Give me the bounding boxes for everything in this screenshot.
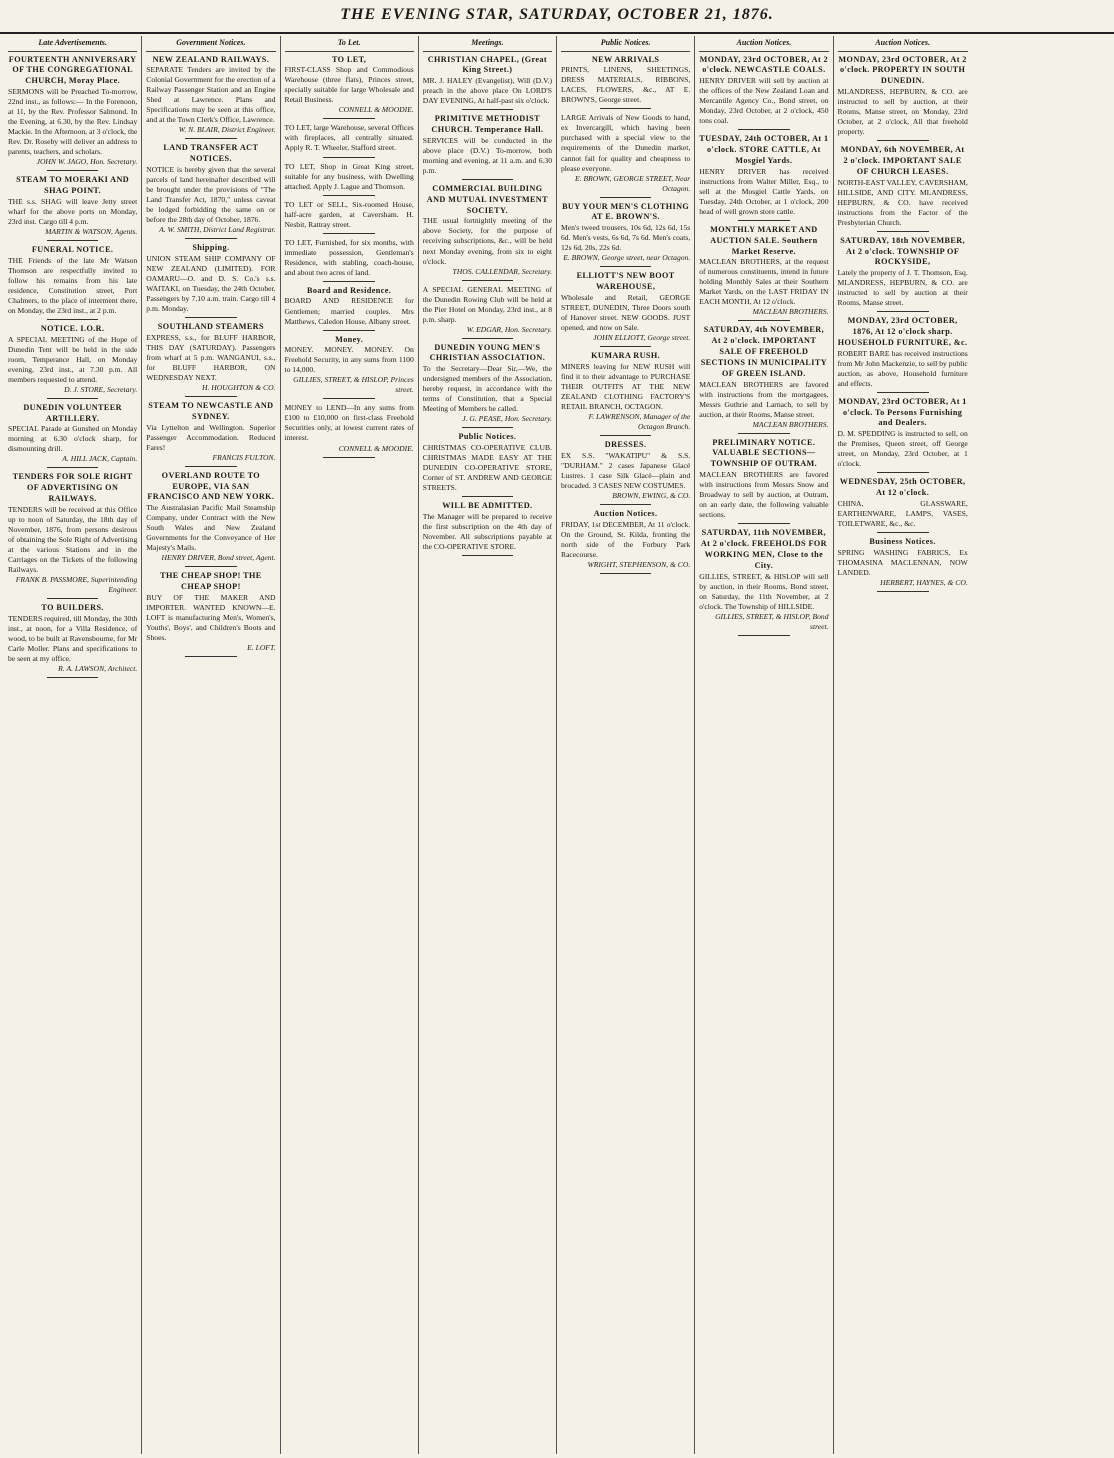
- advertisement: [146, 322, 275, 397]
- advertisement: [423, 432, 552, 497]
- divider: [600, 504, 652, 505]
- ad-heading: NEW ARRIVALS: [591, 54, 660, 64]
- divider: [323, 195, 375, 196]
- newspaper-column: [834, 36, 972, 1454]
- ad-body: MR. J. HALEY (Evangelist), Will (D.V.) preach in the above place On LORD'S DAY EVENING, At half-past six o'clock.: [422, 76, 552, 106]
- advertisement: [8, 472, 137, 599]
- ad-signature: A. W. SMITH, District Land Registrar.: [159, 225, 276, 235]
- ad-body: TO LET or SELL, Six-roomed House, half-acre garden, at Caversham. H. Nesbit, Rattray street.: [284, 199, 414, 229]
- divider: [323, 233, 375, 234]
- advertisement: [561, 440, 690, 505]
- ad-body: LARGE Arrivals of New Goods to hand, ex Invercargill, which having been purchased with a special view to the requirements of the Dunedin market, cannot fail for quality and cheapness to please everyone.: [561, 113, 691, 173]
- divider: [600, 108, 652, 109]
- divider: [600, 573, 652, 574]
- divider: [877, 472, 929, 473]
- divider: [47, 467, 99, 468]
- divider: [600, 266, 652, 267]
- divider: [877, 392, 929, 393]
- ad-body: FIRST-CLASS Shop and Commodious Warehouse (three flats), Princes street, specially suitable for large Wholesale and Retail Business.: [284, 65, 414, 105]
- ad-body: EX S.S. "WAKATIPU" & S.S. "DURHAM." 2 cases Japanese Glacé Lustres. 1 case Silk Glacé—plain and brocaded. 3 CASES NEW COSTUMES.: [561, 450, 691, 490]
- divider: [738, 129, 790, 130]
- advertisement: [561, 113, 690, 197]
- divider: [462, 179, 514, 180]
- advertisement: [423, 184, 552, 281]
- divider: [462, 338, 514, 339]
- advertisement: [285, 162, 414, 196]
- ad-body: THE usual fortnightly meeting of the above Society, for the purpose of receiving subscriptions, &c., will be held next Monday evening, from six to eight o'clock.: [422, 216, 552, 266]
- divider: [462, 280, 514, 281]
- ad-body: Lately the property of J. T. Thomson, Esq. MLANDRESS, HEPBURN, & CO. are instructed to sell by auction at their Rooms, Manse street.: [837, 268, 968, 308]
- ad-body: THE s.s. SHAG will leave Jetty street wharf for the above ports on Monday, 23rd inst. Cargo till 4 p.m.: [8, 196, 138, 226]
- column-heading: Meetings.: [423, 36, 552, 52]
- advertisement: [838, 55, 968, 142]
- ad-heading: DUNEDIN YOUNG MEN'S CHRISTIAN ASSOCIATION.: [429, 342, 546, 363]
- ad-body: HENRY DRIVER will sell by auction at the offices of the New Zealand Loan and Mercantile Agency Co., Bond street, on Monday, 23rd October, at 2 o'clock, 450 tons coal.: [699, 76, 829, 126]
- ad-signature: F. LAWRENSON, Manager of the Octagon Branch.: [588, 411, 691, 431]
- advertisement: [146, 471, 275, 568]
- divider: [185, 466, 237, 467]
- ad-body: A SPECIAL GENERAL MEETING of the Dunedin Rowing Club will be held at the Pier Hotel on Monday, 23rd inst., at 8 p.m. sharp.: [422, 284, 552, 324]
- divider: [185, 656, 237, 657]
- ad-heading: Shipping.: [192, 243, 230, 253]
- ad-signature: FRANCIS FULTON.: [212, 452, 276, 462]
- ad-body: MONEY. MONEY. MONEY. On Freehold Security, in any sums from 1100 to 14,000.: [284, 345, 414, 375]
- ad-signature: H. HOUGHTON & CO.: [202, 383, 276, 393]
- advertisement: [285, 403, 414, 457]
- newspaper-column: [281, 36, 419, 1454]
- divider: [600, 197, 652, 198]
- advertisement: [285, 55, 414, 120]
- ad-heading: MONDAY, 23rd OCTOBER, At 2 o'clock. PROPERTY IN SOUTH DUNEDIN.: [838, 54, 967, 86]
- ad-body: Via Lyttelton and Wellington. Superior Passenger Accommodation. Reduced Fares!: [146, 422, 276, 452]
- ad-body: SEPARATE Tenders are invited by the Colonial Government for the erection of a Railway Passenger Station and an Engine Shed at Lawrence. Plans and Specifications may be seen at this office, and at the Town Clerk's Office, Lawrence.: [146, 65, 276, 125]
- ad-heading: FUNERAL NOTICE.: [31, 244, 114, 254]
- ad-heading: BUY YOUR MEN'S CLOTHING AT E. BROWN'S.: [562, 201, 690, 222]
- ad-body: TENDERS required, till Monday, the 30th inst., at noon, for a Villa Residence, of wood, to be built at Ravensbourne, for Mr Carle Moller. Plans and specifications to be seen at my office.: [8, 613, 138, 663]
- divider: [47, 598, 99, 599]
- divider: [185, 396, 237, 397]
- divider: [185, 566, 237, 567]
- ad-body: PRINTS, LINENS, SHEETINGS, DRESS MATERIALS, RIBBONS, LACES, FLOWERS, &c., AT E. BROWN'S, George street.: [561, 65, 691, 105]
- ad-signature: HERBERT, HAYNES, & CO.: [880, 577, 968, 587]
- advertisement: [285, 238, 414, 282]
- column-heading: Auction Notices.: [699, 36, 828, 52]
- advertisement: [561, 271, 690, 347]
- ad-body: ROBERT BARE has received instructions from Mr John Mackenzie, to sell by public auction, as above, Household furniture and effects.: [837, 348, 968, 388]
- ad-heading: TO BUILDERS.: [41, 603, 104, 613]
- ad-signature: CONNELL & MOODIE.: [338, 443, 414, 453]
- ad-body: MINERS leaving for NEW RUSH will find it to their advantage to PURCHASE THEIR OUTFITS AT THE NEW ZEALAND CLOTHING FACTORY'S RETAIL BRANCH, OCTAGON.: [561, 361, 691, 411]
- column-heading: Public Notices.: [561, 36, 690, 52]
- columns: [4, 36, 1110, 1454]
- ad-body: UNION STEAM SHIP COMPANY OF NEW ZEALAND (LIMITED). FOR OAMARU—O. and D. S. Co.'s s.s. WAITAKI, on Tuesday, the 24th October. Passengers by 7.10 a.m. train. Cargo till 4 p.m. Monday.: [146, 254, 276, 314]
- ad-body: BUY OF THE MAKER AND IMPORTER. WANTED KNOWN—E. LOFT is manufacturing Men's, Women's, Youths', Boys', and Children's Boots and Shoes.: [146, 593, 276, 643]
- advertisement: [699, 134, 828, 221]
- advertisement: [285, 200, 414, 234]
- newspaper-column: [142, 36, 280, 1454]
- advertisement: [561, 202, 690, 268]
- newspaper-column: [557, 36, 695, 1454]
- column-heading: Late Advertisements.: [8, 36, 137, 52]
- ad-body: SERMONS will be Preached To-morrow, 22nd inst., as follows:— In the Forenoon, at 11, by the Rev. Professor Salmond. In the Evening, at 6.30, by the Rev. Lindsay Mackie. In the Afternoon, at 3 o'clock, the Rev. Dr. Roseby will deliver an address to parents, teachers, and scholars.: [8, 87, 138, 157]
- advertisement: [699, 55, 828, 131]
- ad-signature: R. A. LAWSON, Architect.: [58, 663, 138, 673]
- ad-body: SPRING WASHING FABRICS, Ex THOMASINA MACLENNAN, NOW LANDED.: [837, 547, 968, 577]
- advertisement: [146, 571, 275, 657]
- advertisement: [838, 145, 968, 232]
- ad-body: TO LET, Shop in Great King street, suitable for any business, with Dwelling attached. Apply J. Lague and Thomson.: [284, 161, 414, 191]
- advertisement: [285, 123, 414, 157]
- advertisement: [8, 175, 137, 241]
- ad-heading: DUNEDIN VOLUNTEER ARTILLERY.: [23, 402, 122, 423]
- ad-body: TO LET, large Warehouse, several Offices with fireplaces, all centrally situated. Apply R. T. Wheeler, Stafford street.: [284, 123, 414, 153]
- advertisement: [423, 55, 552, 111]
- advertisement: [699, 528, 828, 635]
- divider: [877, 231, 929, 232]
- ad-heading: TUESDAY, 24th OCTOBER, At 1 o'clock. STORE CATTLE, At Mosgiel Yards.: [699, 134, 829, 165]
- divider: [600, 435, 652, 436]
- ad-heading: Board and Residence.: [307, 285, 392, 295]
- ad-heading: SOUTHLAND STEAMERS: [157, 322, 264, 332]
- divider: [47, 677, 99, 678]
- ad-heading: STEAM TO MOERAKI AND SHAG POINT.: [16, 175, 130, 195]
- ad-signature: GILLIES, STREET, & HISLOP, Princes street.: [293, 375, 414, 395]
- divider: [462, 555, 514, 556]
- advertisement: [699, 225, 828, 322]
- divider: [185, 238, 237, 239]
- ad-heading: CHRISTIAN CHAPEL, (Great King Street.): [427, 54, 548, 75]
- ad-heading: WEDNESDAY, 25th OCTOBER, At 12 o'clock.: [839, 477, 966, 498]
- ad-body: MLANDRESS, HEPBURN, & CO. are instructed to sell by auction, at their Rooms, Manse street, on Monday, 23rd October, at 2 o'clock, All that freehold property.: [837, 87, 968, 137]
- masthead: [0, 0, 1114, 34]
- ad-body: SPECIAL Parade at Gunshed on Monday morning at 6.30 o'clock sharp, for dismounting drill.: [8, 424, 138, 454]
- ad-heading: Public Notices.: [458, 432, 517, 442]
- ad-body: HENRY DRIVER has received instructions from Walter Miller, Esq., to sell at the Mosgiel Cattle Yards, on Tuesday, 24th October, at 1 o'clock, 200 head of well grown store cattle.: [699, 166, 829, 216]
- ad-body: CHINA, GLASSWARE, EARTHENWARE, LAMPS, VASES, TOILETWARE, &c., &c.: [837, 498, 968, 528]
- divider: [738, 433, 790, 434]
- ad-body: CHRISTMAS CO-OPERATIVE CLUB. CHRISTMAS MADE EASY AT THE DUNEDIN CO-OPERATIVE STORE, Corner of ST. ANDREW AND GEORGE STREETS.: [422, 443, 552, 493]
- ad-heading: TENDERS FOR SOLE RIGHT OF ADVERTISING ON RAILWAYS.: [12, 472, 133, 504]
- ad-heading: SATURDAY, 4th NOVEMBER, At 2 o'clock. IMPORTANT SALE OF FREEHOLD SECTIONS IN MUNICIPALITY OF GREEN ISLAND.: [700, 325, 828, 378]
- ad-body: MACLEAN BROTHERS are favored with instructions from Messrs Snow and Broadway to sell by auction, at Outram, on an early date, the following valuable sections.: [699, 470, 829, 520]
- advertisement: [838, 316, 968, 393]
- ad-heading: STEAM TO NEWCASTLE AND SYDNEY.: [148, 401, 274, 421]
- ad-signature: HENRY DRIVER, Bond street, Agent.: [161, 553, 276, 563]
- divider: [600, 346, 652, 347]
- ad-body: Men's tweed trousers, 10s 6d, 12s 6d, 15s 6d. Men's vests, 6s 6d, 7s 6d. Men's coats, 12s 6d, 20s, 22s 6d.: [561, 223, 691, 253]
- ad-signature: W. EDGAR, Hon. Secretary.: [466, 324, 552, 334]
- divider: [738, 635, 790, 636]
- divider: [47, 240, 99, 241]
- ad-body: The Manager will be prepared to receive the first subscription on the 4th day of November. All subscriptions payable at the CO-OPERATIVE STORE.: [422, 512, 552, 552]
- ad-signature: A. HILL JACK, Captain.: [62, 454, 138, 464]
- ad-heading: FOURTEENTH ANNIVERSARY OF THE CONGREGATIONAL CHURCH, Moray Place.: [8, 54, 137, 86]
- ad-signature: MARTIN & WATSON, Agents.: [45, 226, 138, 236]
- ad-signature: BROWN, EWING, & CO.: [612, 490, 691, 500]
- column-heading: To Let.: [285, 36, 414, 52]
- ad-heading: PRIMITIVE METHODIST CHURCH. Temperance Hall.: [431, 114, 544, 135]
- divider: [323, 281, 375, 282]
- ad-heading: TO LET,: [331, 54, 367, 64]
- ad-body: Wholesale and Retail, GEORGE STREET, DUNEDIN, Three Doors south of Hanover street. NEW GOODS. JUST opened, and now on Sale.: [561, 292, 691, 332]
- divider: [323, 118, 375, 119]
- ad-body: A SPECIAL MEETING of the Hope of Dunedin Tent will be held in the side room, Temperance Hall, on Monday evening, 23rd inst., at 7.30 p.m. All members requested to attend.: [8, 334, 138, 384]
- advertisement: [561, 509, 690, 574]
- ad-body: TENDERS will be received at this Office up to noon of Saturday, the 18th day of November, 1876, from persons desirous of obtaining the Sole Right of Advertising at the various Stations and in the Carriages on the Tickets of the following Railways.: [8, 504, 138, 575]
- ad-signature: WRIGHT, STEPHENSON, & CO.: [587, 559, 691, 569]
- advertisement: [423, 343, 552, 429]
- advertisement: [423, 285, 552, 339]
- newspaper-column: [419, 36, 557, 1454]
- divider: [323, 330, 375, 331]
- advertisement: [285, 335, 414, 400]
- advertisement: [146, 143, 275, 239]
- advertisement: [146, 55, 275, 140]
- ad-body: To the Secretary—Dear Sir,—We, the undersigned members of the Association, hereby request, in accordance with the terms of Constitution, that a Special Meeting of Members be called.: [422, 364, 552, 414]
- ad-heading: Money.: [335, 334, 364, 344]
- divider: [738, 523, 790, 524]
- ad-heading: SATURDAY, 18th NOVEMBER, At 2 o'clock. TOWNSHIP OF ROCKYSIDE,: [840, 235, 966, 267]
- advertisement: [8, 403, 137, 469]
- ad-body: The Australasian Pacific Mail Steamship Company, under Contract with the New South Wales and New Zealand Governments for the Conveyance of Her Majesty's Mails.: [146, 503, 276, 553]
- divider: [185, 138, 237, 139]
- divider: [323, 457, 375, 458]
- advertisement: [561, 351, 690, 436]
- divider: [323, 157, 375, 158]
- ad-body: MACLEAN BROTHERS are favored with instructions from the mortgagees, Messrs Guthrie and Larnach, to sell by auction, at their Rooms, Manse street.: [699, 379, 829, 419]
- divider: [47, 319, 99, 320]
- ad-heading: DRESSES.: [604, 439, 647, 449]
- divider: [738, 320, 790, 321]
- advertisement: [8, 324, 137, 399]
- ad-body: BOARD AND RESIDENCE for Gentlemen; married couples. Mrs Matthews, Caledon House, Albany street.: [284, 296, 414, 326]
- ad-heading: PRELIMINARY NOTICE. VALUABLE SECTIONS—TOWNSHIP OF OUTRAM.: [710, 437, 818, 469]
- ad-signature: JOHN W. JAGO, Hon. Secretary.: [36, 157, 138, 167]
- advertisement: [561, 55, 690, 110]
- ad-signature: MACLEAN BROTHERS.: [752, 419, 829, 429]
- divider: [185, 317, 237, 318]
- divider: [462, 427, 514, 428]
- ad-body: MACLEAN BROTHERS, at the request of numerous constituents, intend in future holding Monthly Sales at their Southern Market Yards, on the LAST FRIDAY IN EACH MONTH, At 12 o'clock.: [699, 257, 829, 307]
- ad-signature: W. N. BLAIR, District Engineer.: [178, 125, 276, 135]
- advertisement: [838, 477, 968, 533]
- ad-signature: MACLEAN BROTHERS.: [752, 307, 829, 317]
- ad-heading: NOTICE. I.O.R.: [40, 323, 105, 333]
- ad-signature: D. J. STORE, Secretary.: [64, 384, 138, 394]
- ad-signature: GILLIES, STREET, & HISLOP, Bond street.: [715, 611, 829, 631]
- divider: [877, 140, 929, 141]
- advertisement: [8, 603, 137, 678]
- ad-heading: KUMARA RUSH.: [591, 351, 661, 361]
- ad-heading: MONTHLY MARKET AND AUCTION SALE. Southern Market Reserve.: [710, 224, 818, 256]
- ad-signature: CONNELL & MOODIE.: [338, 105, 414, 115]
- advertisement: [146, 243, 275, 318]
- advertisement: [285, 286, 414, 331]
- ad-heading: WILL BE ADMITTED.: [442, 501, 533, 511]
- ad-heading: MONDAY, 6th NOVEMBER, At 2 o'clock. IMPORTANT SALE OF CHURCH LEASES.: [840, 145, 965, 176]
- advertisement: [699, 325, 828, 433]
- ad-body: NORTH-EAST VALLEY, CAVERSHAM, HILLSIDE, AND CITY. MLANDRESS, HEPBURN, & CO. have received instructions from the Factor of the Presbyterian Church.: [837, 177, 968, 227]
- divider: [47, 398, 99, 399]
- advertisement: [838, 236, 968, 313]
- advertisement: [423, 501, 552, 556]
- ad-signature: FRANK B. PASSMORE, Superintending Engineer.: [15, 575, 138, 595]
- advertisement: [838, 397, 968, 474]
- ad-body: MONEY to LEND—In any sums from £100 to £10,000 on first-class Freehold Securities only, at lowest current rates of interest.: [284, 403, 414, 443]
- ad-signature: THOS. CALLENDAR, Secretary.: [452, 266, 552, 276]
- divider: [738, 220, 790, 221]
- ad-heading: Auction Notices.: [593, 508, 658, 518]
- divider: [877, 532, 929, 533]
- ad-heading: MONDAY, 23rd OCTOBER, 1876, At 12 o'clock sharp. HOUSEHOLD FURNITURE, &c.: [837, 316, 968, 347]
- ad-signature: J. G. PEASE, Hon. Secretary.: [462, 414, 552, 424]
- divider: [462, 496, 514, 497]
- ad-heading: ELLIOTT'S NEW BOOT WAREHOUSE,: [576, 271, 675, 292]
- ad-heading: MONDAY, 23rd OCTOBER, At 2 o'clock. NEWCASTLE COALS.: [699, 54, 829, 75]
- ad-heading: MONDAY, 23rd OCTOBER, At 1 o'clock. To Persons Furnishing and Dealers.: [838, 396, 967, 428]
- ad-heading: SATURDAY, 11th NOVEMBER, At 2 o'clock. FREEHOLDS FOR WORKING MEN, Close to the City.: [700, 528, 827, 570]
- ad-body: SERVICES will be conducted in the above place (D.V.) To-morrow, both morning and evening, at 11 a.m. and 6.30 p.m.: [422, 135, 552, 175]
- ad-body: TO LET, Furnished, for six months, with immediate possession, Gentleman's Residence, with stabling, coach-house, and about two acres of land.: [284, 237, 414, 277]
- ad-heading: NEW ZEALAND RAILWAYS.: [152, 54, 270, 64]
- ad-signature: E. BROWN, GEORGE STREET, Near Octagon.: [575, 173, 691, 193]
- advertisement: [8, 55, 137, 172]
- column-heading: Government Notices.: [146, 36, 275, 52]
- advertisement: [146, 401, 275, 467]
- newspaper-title: THE EVENING STAR, SATURDAY, OCTOBER 21, 1876.: [340, 6, 774, 23]
- ad-heading: LAND TRANSFER ACT NOTICES.: [163, 143, 259, 164]
- ad-body: EXPRESS, s.s., for BLUFF HARBOR, THIS DAY (SATURDAY). Passengers from wharf at 5 p.m. WANGANUI, s.s., for BLUFF HARBOR, ON WEDNESDAY NEXT.: [146, 333, 276, 383]
- divider: [462, 109, 514, 110]
- divider: [47, 170, 99, 171]
- newspaper-column: [695, 36, 833, 1454]
- advertisement: [8, 245, 137, 320]
- advertisement: [699, 438, 828, 525]
- advertisement: [423, 114, 552, 180]
- ad-heading: COMMERCIAL BUILDING AND MUTUAL INVESTMENT SOCIETY.: [426, 183, 548, 215]
- ad-signature: E. BROWN, George street, near Octagon.: [563, 253, 691, 263]
- column-heading: Auction Notices.: [838, 36, 968, 52]
- ad-heading: Business Notices.: [869, 537, 936, 547]
- divider: [323, 398, 375, 399]
- ad-body: NOTICE is hereby given that the several parcels of land hereinafter described will be brought under the provisions of "The Land Transfer Act, 1870," unless caveat be lodged forbidding the same on or before the 28th day of October, 1876.: [146, 165, 276, 225]
- ad-heading: OVERLAND ROUTE TO EUROPE, VIA SAN FRANCISCO AND NEW YORK.: [147, 470, 275, 502]
- newspaper-column: [4, 36, 142, 1454]
- ad-body: D. M. SPEDDING is instructed to sell, on the Premises, Queen street, off George street, on Monday, 23rd October, at 1 o'clock.: [837, 429, 968, 469]
- ad-heading: THE CHEAP SHOP! THE CHEAP SHOP!: [160, 571, 262, 592]
- ad-body: FRIDAY, 1st DECEMBER, At 11 o'clock. On the Ground, St. Kilda, fronting the north side of the Forbury Park Racecourse.: [561, 519, 691, 559]
- ad-signature: JOHN ELLIOTT, George street.: [593, 333, 691, 342]
- divider: [877, 591, 929, 592]
- advertisement: [838, 537, 968, 592]
- divider: [877, 311, 929, 312]
- ad-signature: E. LOFT.: [247, 643, 276, 653]
- ad-body: THE Friends of the late Mr Watson Thomson are respectfully invited to follow his remains from his late residence, Constitution street, Port Chalmers, to the place of interment there, on Monday, the 23rd inst., at 2 p.m.: [8, 255, 138, 315]
- ad-body: GILLIES, STREET, & HISLOP will sell by auction, in their Rooms, Bond street, on Saturday, the 11th November, at 2 o'clock. The Township of HILLSIDE.: [699, 571, 829, 611]
